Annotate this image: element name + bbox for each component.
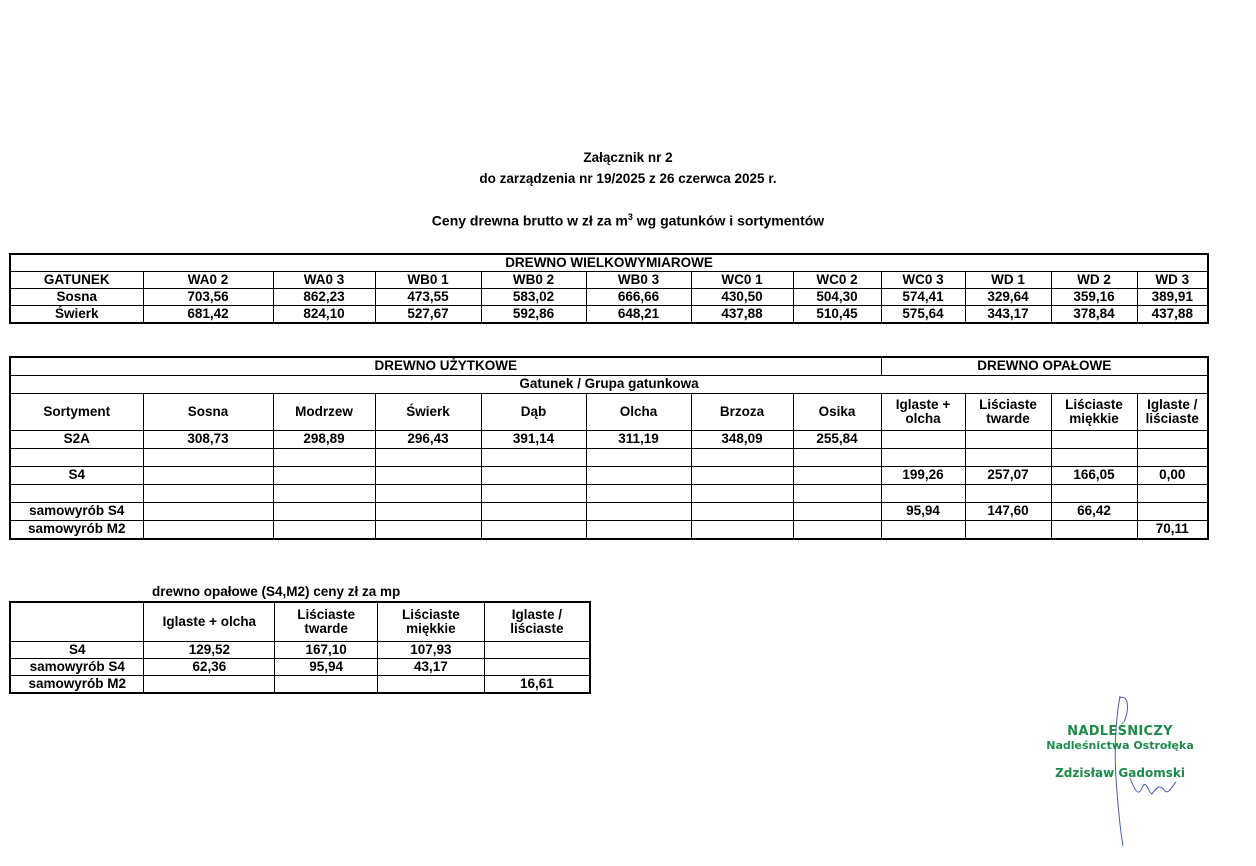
t2-row3-cell-3 [375,485,481,503]
t2-row2-cell-4 [481,467,586,485]
t2-row0-cell-11 [1137,431,1208,449]
t1-row1-cell-7: 510,45 [793,306,881,324]
large-timber-table [9,253,1209,324]
t3-row1-cell-4 [484,659,590,676]
t1-row1-cell-2: 824,10 [273,306,375,324]
t1-row1-cell-0: Świerk [10,306,143,324]
t2-row0-cell-3: 296,43 [375,431,481,449]
t1-row0-cell-1: 703,56 [143,289,273,306]
t2-row2-cell-1 [143,467,273,485]
t2-row4-cell-3 [375,503,481,521]
t1-row0-cell-3: 473,55 [375,289,481,306]
species-group-subtitle: Gatunek / Grupa gatunkowa [10,376,1208,394]
sortiment-table [9,356,1209,540]
t1-row1-cell-6: 437,88 [691,306,793,324]
t1-row0-cell-5: 666,66 [586,289,691,306]
t1-row0-cell-7: 504,30 [793,289,881,306]
t1-row0-cell-0: Sosna [10,289,143,306]
t2-row1-cell-9 [965,449,1051,467]
t2-row1-cell-11 [1137,449,1208,467]
t1-row0-cell-11: 389,91 [1137,289,1208,306]
t3-row0-cell-2: 167,10 [275,642,378,659]
t2-row1-cell-4 [481,449,586,467]
t2-header-cell-8: Iglaste + olcha [881,394,965,431]
stamp-name: Zdzisław Gadomski [1055,766,1185,780]
price-heading-superscript: 3 [627,212,633,222]
price-heading-text-end: wg gatunków i sortymentów [632,212,825,229]
t2-row4-cell-5 [586,503,691,521]
t2-row0-cell-5: 311,19 [586,431,691,449]
t2-row4-cell-7 [793,503,881,521]
t3-row1-cell-1: 62,36 [144,659,275,676]
t2-row0-cell-4: 391,14 [481,431,586,449]
t2-row0-cell-8 [881,431,965,449]
t2-header-cell-5: Olcha [586,394,691,431]
firewood-mp-table [9,601,591,694]
t1-row1-cell-5: 648,21 [586,306,691,324]
t1-row1-cell-10: 378,84 [1051,306,1137,324]
t2-row1-cell-5 [586,449,691,467]
t2-row3-cell-10 [1051,485,1137,503]
t1-row0-cell-6: 430,50 [691,289,793,306]
t1-row1-cell-11: 437,88 [1137,306,1208,324]
t2-row2-cell-0: S4 [10,467,143,485]
t1-row1-cell-1: 681,42 [143,306,273,324]
t2-row0-cell-7: 255,84 [793,431,881,449]
t2-row2-cell-6 [691,467,793,485]
t3-row1-cell-3: 43,17 [378,659,485,676]
t2-row1-cell-6 [691,449,793,467]
t2-header-cell-11: Iglaste / liściaste [1137,394,1208,431]
t2-row3-cell-7 [793,485,881,503]
t2-row4-cell-9: 147,60 [965,503,1051,521]
t2-row2-cell-8: 199,26 [881,467,965,485]
t1-row0-cell-10: 359,16 [1051,289,1137,306]
t1-header-cell-4: WB0 2 [481,272,586,289]
t1-header-cell-1: WA0 2 [143,272,273,289]
t2-header-cell-6: Brzoza [691,394,793,431]
t2-row5-cell-1 [143,521,273,540]
t2-row3-cell-8 [881,485,965,503]
t1-header-cell-3: WB0 1 [375,272,481,289]
t2-row4-cell-6 [691,503,793,521]
t3-header-cell-4: Iglaste / liściaste [484,602,590,642]
t2-row3-cell-1 [143,485,273,503]
t2-row0-cell-9 [965,431,1051,449]
t2-row1-cell-8 [881,449,965,467]
t1-row1-cell-9: 343,17 [965,306,1051,324]
t2-row3-cell-6 [691,485,793,503]
stamp-title: NADLEŚNICZY [1067,724,1173,739]
t2-row2-cell-2 [273,467,375,485]
t2-row3-cell-4 [481,485,586,503]
firewood-title: DREWNO OPAŁOWE [881,357,1208,376]
t2-row2-cell-5 [586,467,691,485]
t1-header-cell-6: WC0 1 [691,272,793,289]
t2-row0-cell-0: S2A [10,431,143,449]
t1-header-cell-8: WC0 3 [881,272,965,289]
t2-header-cell-4: Dąb [481,394,586,431]
large-timber-title: DREWNO WIELKOWYMIAROWE [10,254,1208,272]
t1-row1-cell-8: 575,64 [881,306,965,324]
t3-row1-cell-2: 95,94 [275,659,378,676]
t2-row4-cell-11 [1137,503,1208,521]
t2-row0-cell-1: 308,73 [143,431,273,449]
t3-header-cell-1: Iglaste + olcha [144,602,275,642]
t3-row2-cell-2 [275,676,378,694]
t1-row0-cell-4: 583,02 [481,289,586,306]
industrial-timber-title: DREWNO UŻYTKOWE [10,357,881,376]
t1-header-cell-5: WB0 3 [586,272,691,289]
official-stamp [1030,724,1210,780]
t1-header-cell-10: WD 2 [1051,272,1137,289]
t1-row0-cell-8: 574,41 [881,289,965,306]
t2-row3-cell-11 [1137,485,1208,503]
t1-row0-cell-9: 329,64 [965,289,1051,306]
t2-header-cell-0: Sortyment [10,394,143,431]
t2-row4-cell-4 [481,503,586,521]
t2-row3-cell-5 [586,485,691,503]
t2-row1-cell-7 [793,449,881,467]
t2-row2-cell-11: 0,00 [1137,467,1208,485]
t2-row5-cell-9 [965,521,1051,540]
t2-header-cell-10: Liściaste miękkie [1051,394,1137,431]
t1-header-cell-7: WC0 2 [793,272,881,289]
t2-row5-cell-10 [1051,521,1137,540]
t2-row1-cell-2 [273,449,375,467]
t1-header-cell-2: WA0 3 [273,272,375,289]
price-heading [0,212,1256,229]
t1-header-cell-0: GATUNEK [10,272,143,289]
t2-row5-cell-4 [481,521,586,540]
attachment-title: Załącznik nr 2 [583,150,673,165]
t2-header-cell-1: Sosna [143,394,273,431]
t1-row0-cell-2: 862,23 [273,289,375,306]
t2-row5-cell-7 [793,521,881,540]
t3-row0-cell-1: 129,52 [144,642,275,659]
t3-header-cell-0 [10,602,144,642]
t2-row0-cell-10 [1051,431,1137,449]
firewood-mp-caption: drewno opałowe (S4,M2) ceny zł za mp [152,584,401,599]
t3-row0-cell-3: 107,93 [378,642,485,659]
t2-row5-cell-5 [586,521,691,540]
t3-header-cell-3: Liściaste miękkie [378,602,485,642]
regulation-reference: do zarządzenia nr 19/2025 z 26 czerwca 2025 r. [479,171,777,186]
t2-row5-cell-8 [881,521,965,540]
t3-row0-cell-4 [484,642,590,659]
t3-row2-cell-3 [378,676,485,694]
t2-row2-cell-10: 166,05 [1051,467,1137,485]
t2-header-cell-3: Świerk [375,394,481,431]
t2-row5-cell-0: samowyrób M2 [10,521,143,540]
t2-header-cell-7: Osika [793,394,881,431]
t2-row5-cell-3 [375,521,481,540]
t1-row1-cell-3: 527,67 [375,306,481,324]
t2-row2-cell-9: 257,07 [965,467,1051,485]
t1-header-cell-9: WD 1 [965,272,1051,289]
t2-row5-cell-6 [691,521,793,540]
t2-row3-cell-2 [273,485,375,503]
t2-row1-cell-10 [1051,449,1137,467]
t1-row1-cell-4: 592,86 [481,306,586,324]
t2-row3-cell-0 [10,485,143,503]
t2-row4-cell-10: 66,42 [1051,503,1137,521]
stamp-office: Nadleśnictwa Ostrołęka [1046,739,1194,752]
t2-row2-cell-7 [793,467,881,485]
t3-row1-cell-0: samowyrób S4 [10,659,144,676]
price-heading-text: Ceny drewna brutto w zł za m [431,212,628,229]
t2-row1-cell-0 [10,449,143,467]
t2-row2-cell-3 [375,467,481,485]
t2-row3-cell-9 [965,485,1051,503]
t2-row0-cell-6: 348,09 [691,431,793,449]
t3-row0-cell-0: S4 [10,642,144,659]
t2-row1-cell-1 [143,449,273,467]
t2-row0-cell-2: 298,89 [273,431,375,449]
t2-header-cell-2: Modrzew [273,394,375,431]
t2-row5-cell-11: 70,11 [1137,521,1208,540]
t3-row2-cell-0: samowyrób M2 [10,676,144,694]
t2-row4-cell-8: 95,94 [881,503,965,521]
t1-header-cell-11: WD 3 [1137,272,1208,289]
t2-row4-cell-2 [273,503,375,521]
t2-row5-cell-2 [273,521,375,540]
t3-row2-cell-1 [144,676,275,694]
t3-row2-cell-4: 16,61 [484,676,590,694]
t2-row1-cell-3 [375,449,481,467]
t2-header-cell-9: Liściaste twarde [965,394,1051,431]
t3-header-cell-2: Liściaste twarde [275,602,378,642]
t2-row4-cell-1 [143,503,273,521]
t2-row4-cell-0: samowyrób S4 [10,503,143,521]
